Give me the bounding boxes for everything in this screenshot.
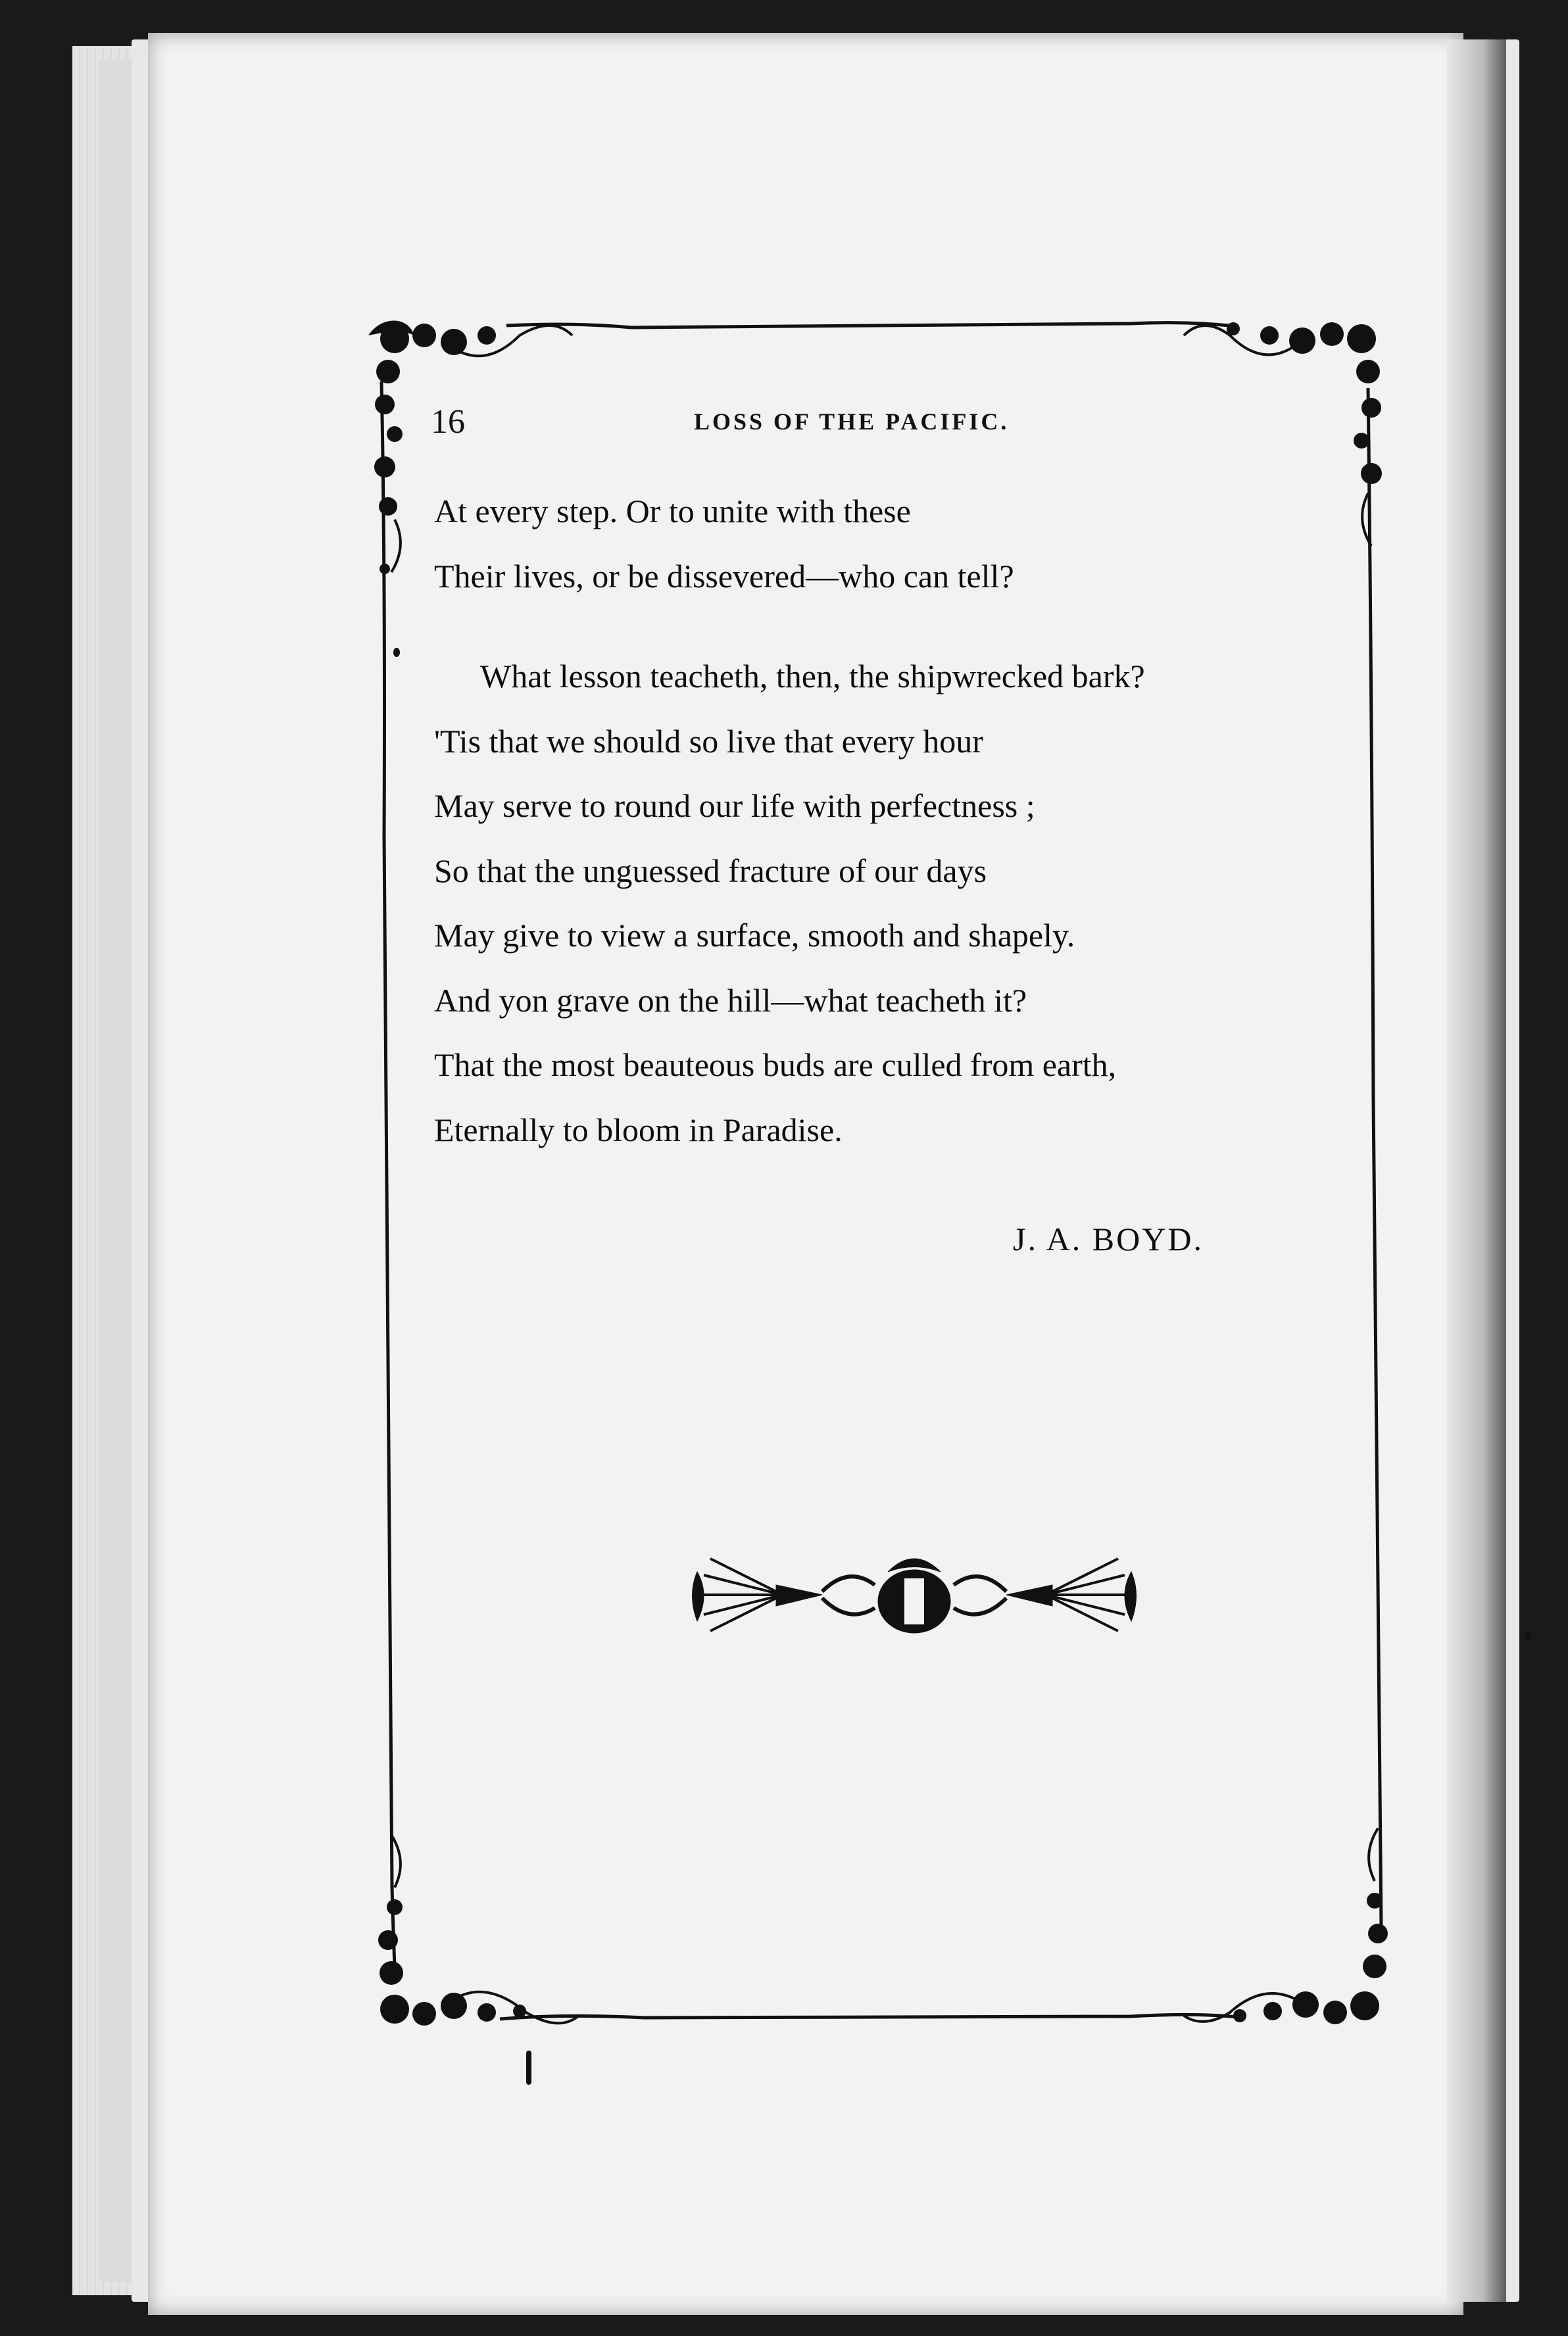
- poem-line: And yon grave on the hill—what teacheth it?: [434, 981, 1027, 1019]
- ink-speck: [1525, 1631, 1531, 1640]
- page-header: [431, 402, 1338, 455]
- page-number: 16: [431, 403, 465, 441]
- poem-line: What lesson teacheth, then, the shipwrecked bark?: [480, 658, 1145, 694]
- stanza-break: [434, 608, 1355, 644]
- poem-line: Eternally to bloom in Paradise.: [434, 1111, 843, 1148]
- poem-line: May give to view a surface, smooth and shapely.: [434, 917, 1075, 954]
- poem-line: May serve to round our life with perfectness ;: [434, 787, 1035, 824]
- page-right-edge-shadow: [1447, 39, 1506, 2302]
- poem-text: [434, 479, 1355, 1162]
- running-title: LOSS OF THE PACIFIC.: [694, 408, 1010, 435]
- poem-line: At every step. Or to unite with these: [434, 493, 911, 529]
- tailpiece-ornament: [684, 1545, 1144, 1644]
- ink-speck: [526, 2051, 531, 2085]
- poem-line: So that the unguessed fracture of our days: [434, 852, 987, 889]
- book-page: [148, 33, 1463, 2315]
- ink-speck: [393, 648, 400, 657]
- poem-line: 'Tis that we should so live that every hour: [434, 722, 983, 760]
- poem-line: Their lives, or be dissevered—who can tell?: [434, 557, 1014, 595]
- author-signature: J. A. BOYD.: [1013, 1221, 1204, 1257]
- poem-line: That the most beauteous buds are culled from earth,: [434, 1046, 1117, 1083]
